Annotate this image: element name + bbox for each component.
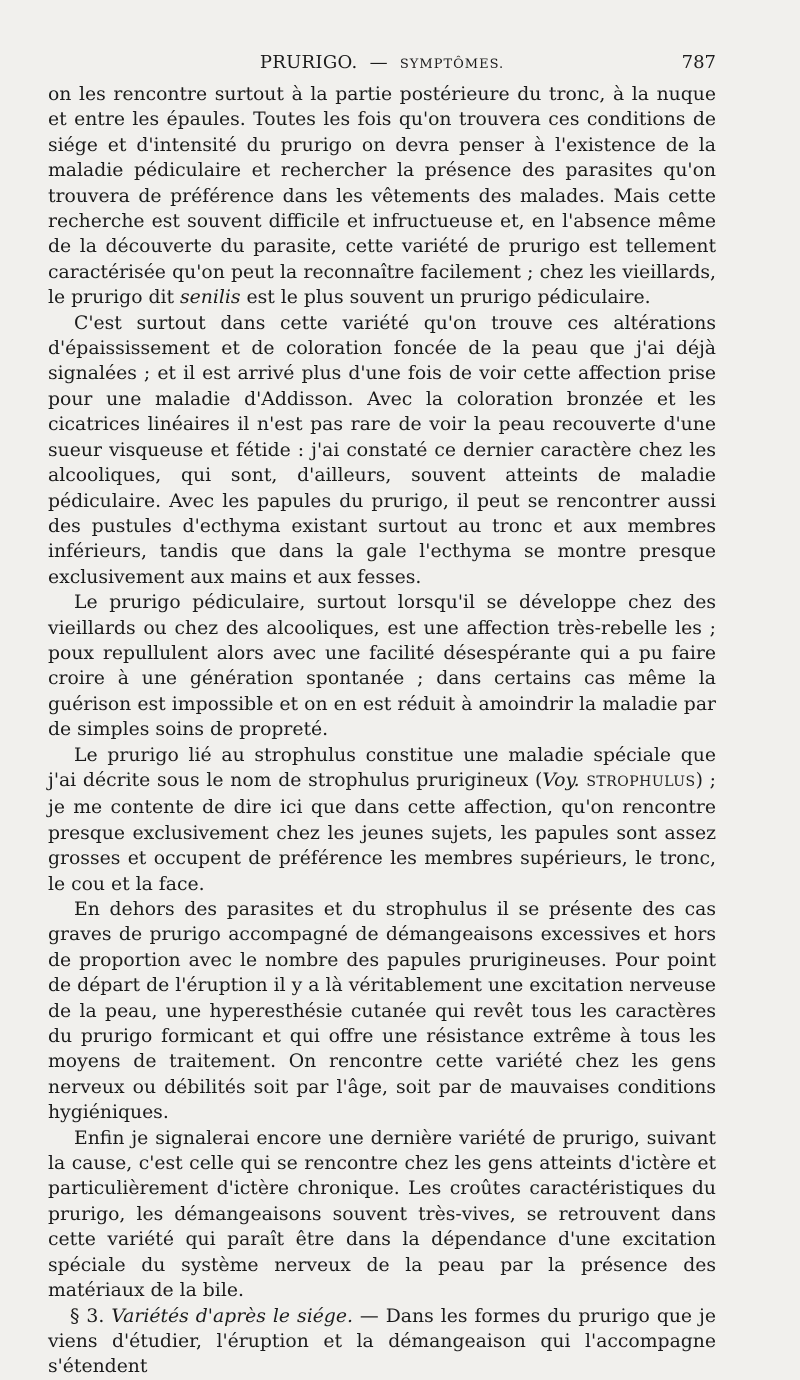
paragraph — [48, 1126, 716, 1304]
paragraph-text: Enfin je signalerai encore une dernière variété de prurigo, suivant la cause, c'est celle qui se rencontre chez les gens atteints d'ictère et particulièrement d'ictère chronique. Les croûtes caractéristiques du prurigo, les démangeaisons souvent très-vives, se retrouvent dans cette variété qui paraît être dans la dépendance d'une excitation spéciale du système nerveux de la peau par la présence des matériaux de la bile. — [48, 1127, 716, 1302]
running-head-separator: — — [369, 52, 388, 73]
paragraph-text: C'est surtout dans cette variété qu'on trouve ces altérations d'épaississement et de coloration foncée de la peau que j'ai déjà signalées ; et il est arrivé plus d'une fois de voir cette affection prise pour une maladie d'Addisson. Avec la coloration bronzée et les cicatrices linéaires il n'est pas rare de voir la peau recouverte d'une sueur visqueuse et fétide : j'ai constaté ce dernier caractère chez les alcooliques, qui sont, d'ailleurs, souvent atteints de maladie pédiculaire. Avec les papules du prurigo, il peut se rencontrer aussi des pustules d'ecthyma existant surtout au tronc et aux membres inférieurs, tandis que dans la gale l'ecthyma se montre presque exclusivement aux mains et aux fesses. — [48, 312, 716, 588]
page-number: 787 — [681, 52, 716, 73]
section-mark: § 3. — [70, 1305, 105, 1327]
section-subtitle: SYMPTÔMES. — [399, 57, 505, 72]
paragraph-continued — [48, 82, 716, 311]
running-head — [48, 46, 716, 80]
italic-term: senilis — [180, 287, 241, 309]
body-text — [48, 82, 716, 1380]
paragraph-text: Le prurigo lié au strophulus constitue une maladie spéciale que j'ai décrite sous le nom de strophulus prurigineux ( — [48, 744, 716, 791]
italic-reference: Voy. — [542, 769, 580, 791]
paragraph — [48, 590, 716, 742]
chapter-title: PRURIGO. — [259, 52, 358, 73]
paragraph — [48, 311, 716, 590]
section-title: Variétés d'après le siége. — [111, 1305, 353, 1327]
paragraph-text: on les rencontre surtout à la partie postérieure du tronc, à la nuque et entre les épaules. Toutes les fois qu'on trouvera ces conditions de siége et d'intensité du prurigo on devra penser à l'existence de la maladie pédiculaire et rechercher la présence des parasites qu'on trouvera de préférence dans les vêtements des malades. Mais cette recherche est souvent difficile et infructueuse et, en l'absence même de la découverte du parasite, cette variété de prurigo est tellement caractérisée qu'on peut la reconnaître facilement ; chez les vieillards, le prurigo dit — [48, 84, 716, 309]
paragraph — [48, 743, 716, 897]
paragraph — [48, 897, 716, 1126]
smallcaps-reference: STROPHULUS — [586, 773, 696, 790]
paragraph-text: En dehors des parasites et du strophulus il se présente des cas graves de prurigo accompagné de démangeaisons excessives et hors de proportion avec le nombre des papules prurigineuses. Pour point de départ de l'éruption il y a là véritablement une excitation nerveuse de la peau, une hyperesthésie cutanée qui revêt tous les caractères du prurigo formicant et qui offre une résistance extrême à tous les moyens de traitement. On rencontre cette variété chez les gens nerveux ou débilités soit par l'âge, soit par de mauvaises conditions hygiéniques. — [48, 899, 716, 1124]
paragraph-text: — Dans les formes du prurigo que je viens d'étudier, l'éruption et la démangeaison qui l'accompagne s'étendent — [48, 1305, 716, 1378]
paragraph-text: Le prurigo pédiculaire, surtout lorsqu'il se développe chez des vieillards ou chez des alcooliques, est une affection très-rebelle les ; poux repullulent alors avec une facilité désespérante qui a pu faire croire à une génération spontanée ; dans certains cas même la guérison est impossible et on en est réduit à amoindrir la maladie par de simples soins de propreté. — [48, 592, 716, 741]
section-heading-paragraph — [48, 1304, 716, 1380]
running-head-title — [48, 46, 716, 82]
paragraph-text: est le plus souvent un prurigo pédiculaire. — [240, 287, 651, 309]
paragraph-text: ) ; je me contente de dire ici que dans cette affection, qu'on rencontre presque exclusivement chez les jeunes sujets, les papules sont assez grosses et occupent de préférence les membres supérieurs, le tronc, le cou et la face. — [48, 769, 717, 895]
